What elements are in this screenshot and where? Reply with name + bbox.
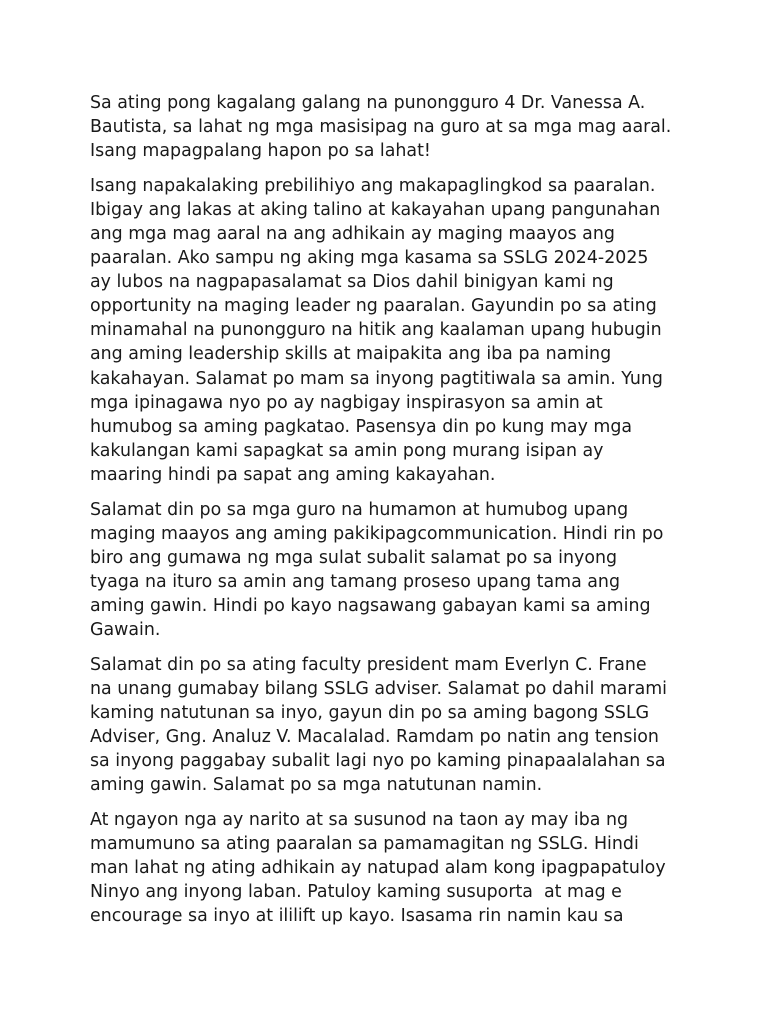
text-line: aming gawin. Salamat po sa mga natutunan namin.	[90, 775, 543, 796]
text-line: opportunity na maging leader ng paaralan. Gayundin po sa ating	[90, 296, 657, 317]
text-line: Isang mapagpalang hapon po sa lahat!	[90, 141, 431, 162]
text-line: kaming natutunan sa inyo, gayun din po sa aming bagong SSLG	[90, 702, 650, 723]
text-line: biro ang gumawa ng mga sulat subalit salamat po sa inyong	[90, 547, 618, 568]
text-line: Ibigay ang lakas at aking talino at kakayahan upang pangunahan	[90, 199, 661, 220]
text-line: At ngayon nga ay narito at sa susunod na taon ay may iba ng	[90, 809, 629, 830]
text-line: tyaga na ituro sa amin ang tamang proseso upang tama ang	[90, 571, 620, 592]
paragraph-privilege	[90, 174, 700, 487]
text-line: sa inyong paggabay subalit lagi nyo po kaming pinapaalalahan sa	[90, 750, 666, 771]
text-line: ay lubos na nagpapasalamat sa Dios dahil binigyan kami ng	[90, 272, 614, 293]
text-line: Bautista, sa lahat ng mga masisipag na guro at sa mga mag aaral.	[90, 117, 672, 138]
text-line: ang mga mag aaral na ang adhikain ay maging maayos ang	[90, 223, 615, 244]
text-line: ang aming leadership skills at maipakita ang iba pa naming	[90, 344, 612, 365]
text-line: encourage sa inyo at ililift up kayo. Isasama rin namin kau sa	[90, 906, 624, 926]
paragraph-advisers	[90, 653, 700, 798]
paragraph-greeting	[90, 91, 700, 163]
text-line: maaring hindi pa sapat ang aming kakayahan.	[90, 464, 496, 485]
text-line: humubog sa aming pagkatao. Pasensya din po kung may mga	[90, 416, 633, 437]
text-line: kakulangan kami sapagkat sa amin pong murang isipan ay	[90, 440, 604, 461]
text-line: mamumuno sa ating paaralan sa pamamagitan ng SSLG. Hindi	[90, 833, 639, 854]
text-line: kakahayan. Salamat po mam sa inyong pagtitiwala sa amin. Yung	[90, 368, 663, 389]
text-line: mga ipinagawa nyo po ay nagbigay inspirasyon sa amin at	[90, 392, 603, 413]
text-line: Ninyo ang inyong laban. Patuloy kaming susuporta at mag e	[90, 881, 622, 902]
text-line: aming gawin. Hindi po kayo nagsawang gabayan kami sa aming	[90, 595, 651, 616]
text-line: Isang napakalaking prebilihiyo ang makapaglingkod sa paaralan.	[90, 175, 656, 196]
text-line: Gawain.	[90, 619, 161, 640]
paragraph-future	[90, 808, 700, 928]
text-line: na unang gumabay bilang SSLG adviser. Salamat po dahil marami	[90, 678, 667, 699]
paragraph-teachers	[90, 498, 700, 643]
document-body	[90, 91, 700, 939]
text-line: Adviser, Gng. Analuz V. Macalalad. Ramdam po natin ang tension	[90, 726, 659, 747]
text-line: Salamat din po sa mga guro na humamon at humubog upang	[90, 499, 629, 520]
text-line: Sa ating pong kagalang galang na punongguro 4 Dr. Vanessa A.	[90, 93, 646, 113]
text-line: Salamat din po sa ating faculty president mam Everlyn C. Frane	[90, 654, 647, 675]
text-line: maging maayos ang aming pakikipagcommunication. Hindi rin po	[90, 523, 664, 544]
text-line: paaralan. Ako sampu ng aking mga kasama sa SSLG 2024-2025	[90, 248, 649, 269]
text-line: man lahat ng ating adhikain ay natupad alam kong ipagpapatuloy	[90, 857, 666, 878]
text-line: minamahal na punongguro na hitik ang kaalaman upang hubugin	[90, 320, 662, 341]
